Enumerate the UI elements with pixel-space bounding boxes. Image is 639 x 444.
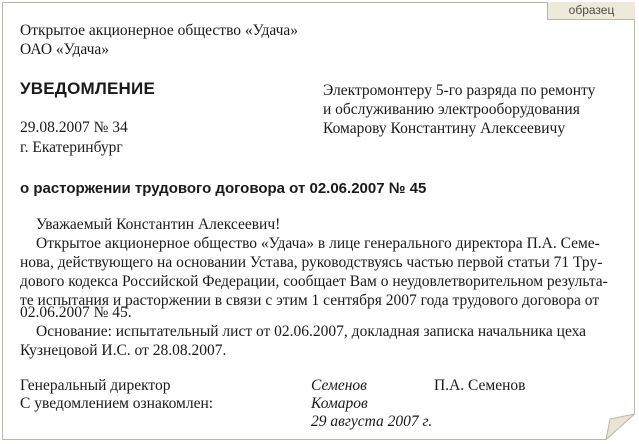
paragraph-1-line-3: дового кодекса Российской Федерации, сообщает Вам о неудовлетворительном результа-: [20, 273, 608, 290]
salutation: Уважаемый Константин Алексеевич!: [36, 216, 281, 233]
acknowledgement-date: 29 августа 2007 г.: [311, 413, 433, 430]
addressee-line-2: и обслуживанию электрооборудования: [323, 101, 580, 118]
paragraph-2-line-2: Кузнецовой И.С. от 28.08.2007.: [20, 342, 227, 359]
acknowledgement-label: С уведомлением ознакомлен:: [20, 395, 214, 412]
sample-badge: образец: [547, 2, 635, 20]
document-date-number: 29.08.2007 № 34: [20, 119, 128, 136]
paragraph-1-line-5: 02.06.2007 № 45.: [20, 304, 132, 321]
director-name: П.А. Семенов: [434, 377, 526, 394]
paragraph-1-line-1: Открытое акционерное общество «Удача» в лице генерального директора П.А. Семе-: [36, 235, 600, 252]
acknowledgement-signature: Комаров: [311, 395, 368, 412]
org-short-name: ОАО «Удача»: [20, 41, 110, 58]
paragraph-1-line-4: те испытания и расторжении в связи с этим 1 сентября 2007 года трудового договора от: [20, 292, 600, 309]
director-label: Генеральный директор: [20, 377, 171, 394]
addressee-line-3: Комарову Константину Алексеевичу: [323, 120, 566, 137]
document-title: УВЕДОМЛЕНИЕ: [20, 79, 155, 98]
paragraph-1-line-2: нова, действующего на основании Устава, руководствуясь частью первой статьи 71 Тру-: [20, 254, 603, 271]
document-subject: о расторжении трудового договора от 02.06.2007 № 45: [20, 180, 427, 197]
document-city: г. Екатеринбург: [20, 139, 123, 156]
director-signature: Семенов: [311, 377, 367, 394]
page-curl: [606, 414, 635, 440]
addressee-line-1: Электромонтеру 5-го разряда по ремонту: [323, 82, 596, 99]
org-full-name: Открытое акционерное общество «Удача»: [20, 22, 299, 39]
paragraph-2-line-1: Основание: испытательный лист от 02.06.2007, докладная записка начальника цеха: [36, 323, 587, 340]
